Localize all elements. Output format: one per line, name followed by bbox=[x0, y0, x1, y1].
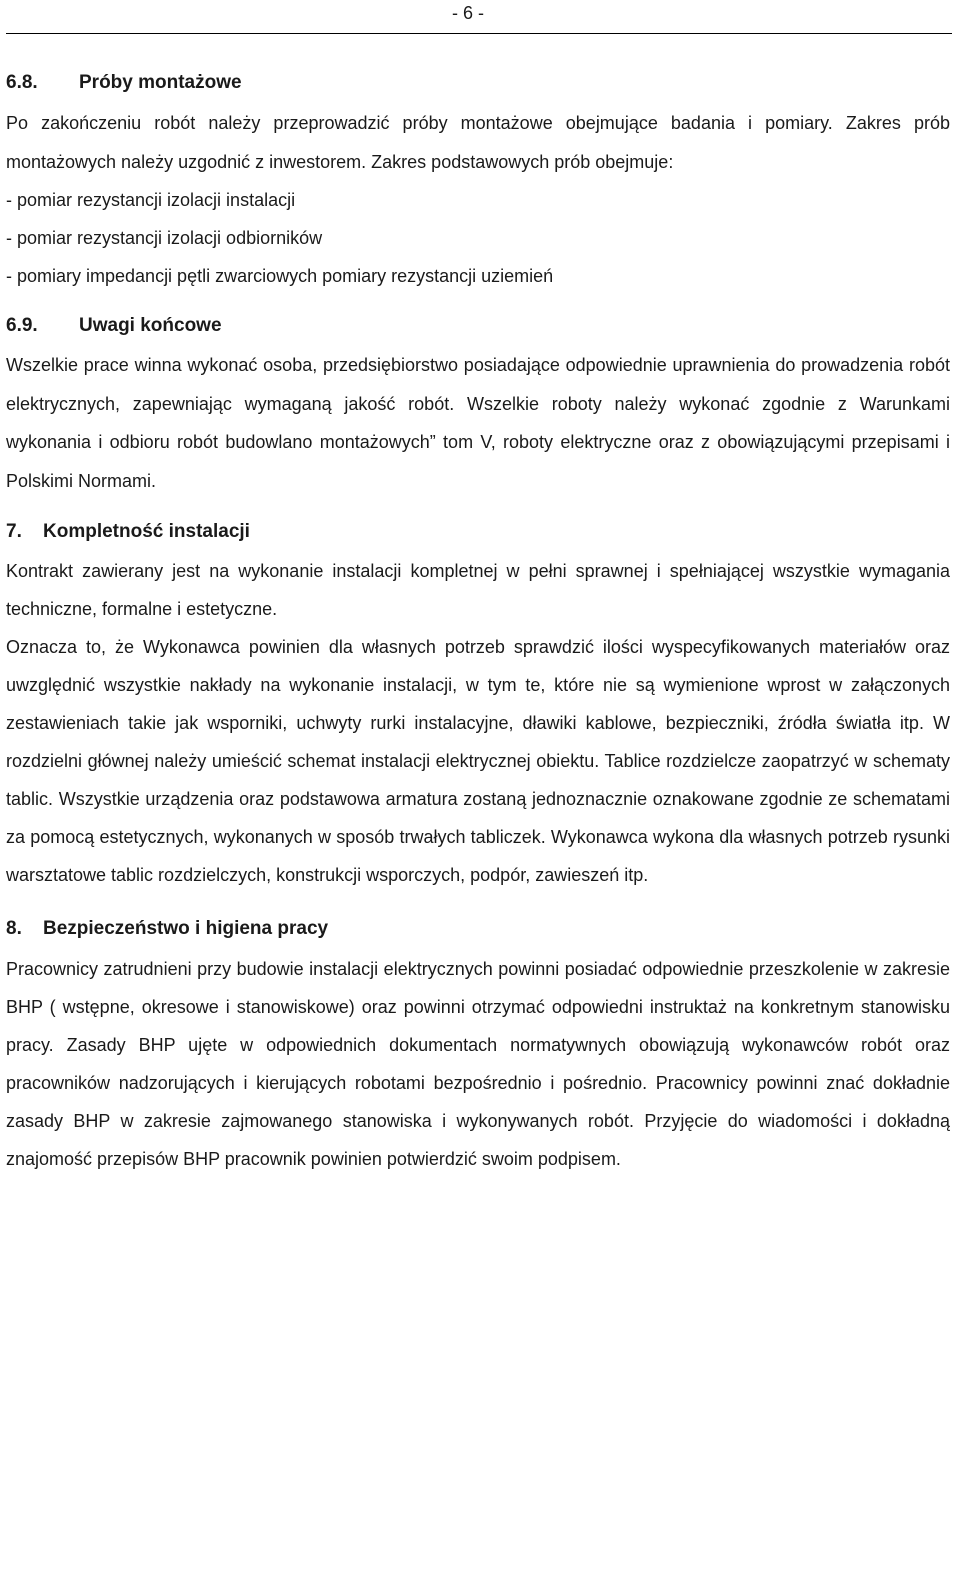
document-body bbox=[6, 68, 950, 1178]
section-number: 6.9. bbox=[6, 315, 38, 337]
list-item: - pomiar rezystancji izolacji odbiorników bbox=[6, 228, 323, 249]
paragraph: Wszelkie prace winna wykonać osoba, przedsiębiorstwo posiadające odpowiednie uprawnienia do prowadzenia robót elektrycznych, zapewniając wymaganą jakość robót. Wszelkie roboty należy wykonać zgodnie z Warunkami wykonania i odbioru robót budowlano montażowych” tom V, roboty elektryczne oraz z obowiązującymi przepisami i Polskimi Normami. bbox=[6, 355, 950, 491]
header-rule bbox=[6, 33, 952, 34]
section-heading bbox=[6, 914, 950, 944]
page-number: - 6 - bbox=[452, 3, 485, 23]
section-heading bbox=[6, 68, 950, 98]
paragraph: Pracownicy zatrudnieni przy budowie instalacji elektrycznych powinni posiadać odpowiednie przeszkolenie w zakresie BHP ( wstępne, okresowe i stanowiskowe) oraz powinni otrzymać odpowiedni instruktaż na konkretnym stanowisku pracy. Zasady BHP ujęte w odpowiednich dokumentach normatywnych obowiązują wykonawców robót oraz pracowników nadzorujących i kierujących robotami bezpośrednio i pośrednio. Pracownicy powinni znać dokładnie zasady BHP w zakresie zajmowanego stanowiska i wykonywanych robót. Przyjęcie do wiadomości i dokładną znajomość przepisów BHP pracownik powinien potwierdzić swoim podpisem. bbox=[6, 958, 950, 1169]
section-number: 8. bbox=[6, 917, 22, 939]
paragraph: Po zakończeniu robót należy przeprowadzić próby montażowe obejmujące badania i pomiary. Zakres prób montażowych należy uzgodnić z inwestorem. Zakres podstawowych prób obejmuje: bbox=[6, 113, 950, 172]
section-number: 6.8. bbox=[6, 72, 38, 93]
section-title: Uwagi końcowe bbox=[79, 315, 222, 337]
section-heading bbox=[6, 311, 950, 341]
section-6-8 bbox=[6, 68, 950, 295]
section-title: Próby montażowe bbox=[79, 72, 242, 93]
section-8 bbox=[6, 914, 950, 1178]
section-title: Bezpieczeństwo i higiena pracy bbox=[43, 917, 329, 939]
section-heading bbox=[6, 517, 950, 547]
list-item: - pomiar rezystancji izolacji instalacji bbox=[6, 190, 296, 211]
paragraph: Oznacza to, że Wykonawca powinien dla własnych potrzeb sprawdzić ilości wyspecyfikowanych materiałów oraz uwzględnić wszystkie nakłady na wykonanie instalacji, w tym te, które nie są wymienione wprost w załączonych zestawieniach takie jak wsporniki, uchwyty rurki instalacyjne, dławiki kablowe, bezpieczniki, źródła światła itp. W rozdzielni głównej należy umieścić schemat instalacji elektrycznej obiektu. Tablice rozdzielcze zaopatrzyć w schematy tablic. Wszystkie urządzenia oraz podstawowa armatura zostaną jednoznacznie oznakowane zgodnie ze schematami za pomocą estetycznych, wykonanych w sposób trwałych tabliczek. Wykonawca wykona dla własnych potrzeb rysunki warsztatowe tablic rozdzielczych, konstrukcji wsporczych, podpór, zawieszeń itp. bbox=[6, 636, 950, 885]
paragraph: Kontrakt zawierany jest na wykonanie instalacji kompletnej w pełni sprawnej i spełniającej wszystkie wymagania techniczne, formalne i estetyczne. bbox=[6, 560, 950, 619]
list-item: - pomiary impedancji pętli zwarciowych pomiary rezystancji uziemień bbox=[6, 266, 554, 287]
page-header bbox=[0, 2, 960, 32]
section-7 bbox=[6, 517, 950, 894]
section-number: 7. bbox=[6, 520, 22, 542]
section-6-9 bbox=[6, 311, 950, 500]
section-title: Kompletność instalacji bbox=[43, 520, 250, 542]
